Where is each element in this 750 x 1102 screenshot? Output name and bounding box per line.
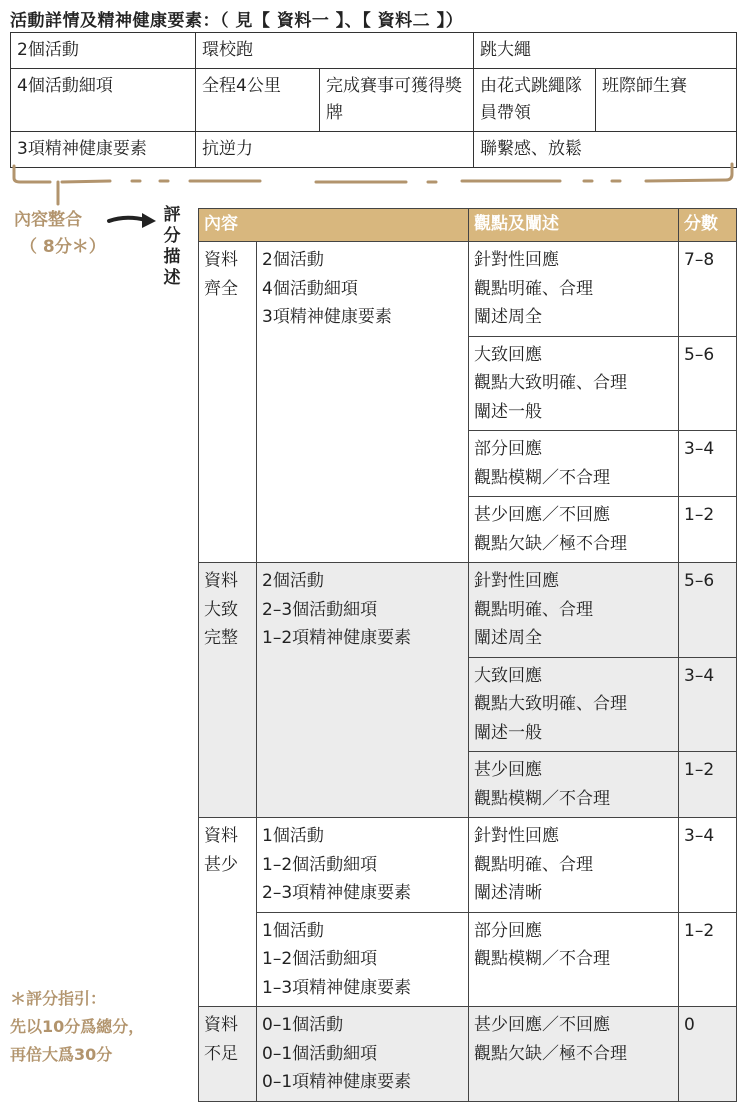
header-score: 分數 <box>679 209 737 242</box>
desc-cell: 甚少回應／不回應 觀點欠缺／極不合理 <box>469 497 679 563</box>
requirement-cell: 1個活動 1–2個活動細項 2–3項精神健康要素 <box>257 818 469 913</box>
score-cell: 0 <box>679 1007 737 1102</box>
row-label: 2個活動 <box>11 33 196 69</box>
desc-cell: 針對性回應 觀點明確、合理 闡述清晰 <box>469 818 679 913</box>
guide-line: 再倍大爲30分 <box>10 1045 113 1064</box>
requirement-cell: 0–1個活動 0–1個活動細項 0–1項精神健康要素 <box>257 1007 469 1102</box>
score-cell: 3–4 <box>679 657 737 752</box>
level-cell: 資料 齊全 <box>199 242 257 563</box>
table-row <box>11 69 737 132</box>
brace-connector <box>0 160 750 210</box>
table-row <box>199 912 737 1007</box>
table-row <box>199 1007 737 1102</box>
desc-cell: 部分回應 觀點模糊／不合理 <box>469 912 679 1007</box>
table-header-row <box>199 209 737 242</box>
table-cell: 全程4公里 <box>196 69 320 132</box>
section-title: 活動詳情及精神健康要素：（ 見【 資料一 】、【 資料二 】） <box>10 11 464 31</box>
rubric-table <box>198 208 737 1102</box>
level-cell: 資料 大致 完整 <box>199 563 257 818</box>
row-label: 3項精神健康要素 <box>11 132 196 168</box>
level-cell: 資料 不足 <box>199 1007 257 1102</box>
label-line: （ 8分＊） <box>20 237 106 257</box>
table-cell: 聯繫感、放鬆 <box>474 132 737 168</box>
desc-cell: 部分回應 觀點模糊／不合理 <box>469 431 679 497</box>
desc-cell: 大致回應 觀點大致明確、合理 闡述一般 <box>469 336 679 431</box>
guide-line: 先以10分爲總分， <box>10 1017 145 1036</box>
table-cell: 抗逆力 <box>196 132 474 168</box>
desc-cell: 針對性回應 觀點明確、合理 闡述周全 <box>469 242 679 337</box>
header-viewpoint: 觀點及闡述 <box>469 209 679 242</box>
desc-cell: 針對性回應 觀點明確、合理 闡述周全 <box>469 563 679 658</box>
table-row <box>199 563 737 658</box>
activity-details-table <box>10 32 737 168</box>
arrow-icon <box>106 209 158 231</box>
table-cell: 完成賽事可獲得獎牌 <box>320 69 474 132</box>
score-cell: 1–2 <box>679 497 737 563</box>
row-label: 4個活動細項 <box>11 69 196 132</box>
score-cell: 1–2 <box>679 752 737 818</box>
table-cell: 環校跑 <box>196 33 474 69</box>
vertical-label: 評分描述 <box>163 205 181 288</box>
table-row <box>199 818 737 913</box>
table-cell: 由花式跳繩隊員帶領 <box>474 69 596 132</box>
score-cell: 1–2 <box>679 912 737 1007</box>
scoring-guide <box>10 985 144 1069</box>
score-cell: 7–8 <box>679 242 737 337</box>
score-cell: 5–6 <box>679 336 737 431</box>
score-cell: 5–6 <box>679 563 737 658</box>
table-row <box>11 33 737 69</box>
content-integration-label <box>14 207 106 261</box>
table-cell: 跳大繩 <box>474 33 737 69</box>
guide-line: ＊評分指引： <box>10 989 107 1008</box>
score-cell: 3–4 <box>679 818 737 913</box>
label-line: 內容整合 <box>14 210 82 230</box>
requirement-cell: 1個活動 1–2個活動細項 1–3項精神健康要素 <box>257 912 469 1007</box>
requirement-cell: 2個活動 2–3個活動細項 1–2項精神健康要素 <box>257 563 469 818</box>
table-cell: 班際師生賽 <box>596 69 737 132</box>
score-cell: 3–4 <box>679 431 737 497</box>
requirement-cell: 2個活動 4個活動細項 3項精神健康要素 <box>257 242 469 563</box>
desc-cell: 甚少回應／不回應 觀點欠缺／極不合理 <box>469 1007 679 1102</box>
table-row <box>199 242 737 337</box>
desc-cell: 甚少回應 觀點模糊／不合理 <box>469 752 679 818</box>
level-cell: 資料 甚少 <box>199 818 257 1007</box>
header-content: 內容 <box>199 209 469 242</box>
desc-cell: 大致回應 觀點大致明確、合理 闡述一般 <box>469 657 679 752</box>
